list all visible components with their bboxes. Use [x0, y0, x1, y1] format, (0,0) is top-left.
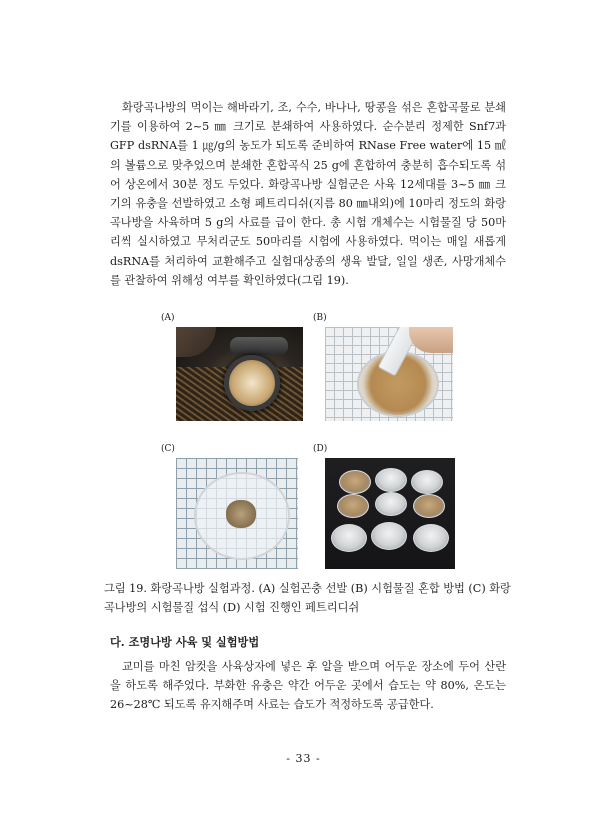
body-paragraph-text: 화랑곡나방의 먹이는 해바라기, 조, 수수, 바나나, 땅콩을 섞은 혼합곡물로 분쇄기를 이용하여 2~5 ㎜ 크기로 분쇄하여 사용하였다. 순수분리 정제한 Snf7과 GFP dsRNA를 1 ㎍/g의 농도가 되도록 준비하여 RNase Free water에 15 ㎖의 볼륨으로 맞추었으며 분쇄한 혼합곡식 25 g에 혼합하여 충분히 흡수되도록 섞어 상온에서 30분 정도 두었다. 화랑곡나방 실험군은 사육 12세대를 3~5 ㎜ 크기의 유충을 선발하였고 소형 페트리디쉬(지름 80 ㎜내외)에 10마리 정도의 화랑곡나방을 사육하며 5 g의 사료를 급이 한다. 총 시험 개체수는 시험물질 당 50마리씩 실시하였고 무처리군도 50마리를 시험에 사용하였다. 먹이는 매일 새롭게 dsRNA를 처리하여 교환해주고 실험대상종의 생육 발달, 일일 생존, 사망개체수를 관찰하여 위해성 여부를 확인하였다(그림 19). [110, 101, 506, 287]
panel-a-photo [176, 327, 303, 421]
body-paragraph [110, 98, 506, 290]
section-paragraph [110, 657, 506, 715]
panel-d-photo [325, 458, 455, 569]
petri-cup [413, 524, 449, 552]
section-heading: 다. 조명나방 사육 및 실험방법 [110, 635, 260, 649]
page-number: - 33 - [286, 752, 321, 765]
panel-b-label: (B) [313, 313, 327, 323]
panel-b-photo [325, 327, 453, 421]
hand [409, 327, 453, 353]
magnifier-lamp [230, 337, 288, 355]
panel-d-label: (D) [313, 444, 328, 454]
petri-cup [413, 494, 445, 518]
section-paragraph-text: 교미를 마친 암컷을 사육상자에 넣은 후 알을 받으며 어두운 장소에 두어 산란을 하도록 해주었다. 부화한 유충은 약간 어두운 곳에서 습도는 약 80%, 온도는 26~28℃ 되도록 유지해주며 사료는 습도가 적정하도록 공급한다. [110, 660, 506, 712]
panel-a-label: (A) [161, 313, 175, 323]
petri-cup [331, 524, 367, 552]
panel-c-label: (C) [161, 444, 175, 454]
magnifier-lens [224, 355, 280, 411]
figure-caption: 그림 19. 화랑곡나방 실험과정. (A) 실험곤충 선발 (B) 시험물질 혼합 방법 (C) 화랑곡나방의 시험물질 섭식 (D) 시험 진행인 페트리디쉬 [104, 582, 511, 614]
panel-c-photo [176, 458, 298, 569]
petri-cup [375, 492, 407, 516]
feed-clump [226, 500, 256, 528]
petri-cup [411, 470, 443, 494]
hand [176, 327, 216, 357]
petri-cup [375, 468, 407, 492]
petri-cup [371, 522, 407, 550]
petri-cup [339, 470, 371, 494]
petri-cup [337, 494, 369, 518]
